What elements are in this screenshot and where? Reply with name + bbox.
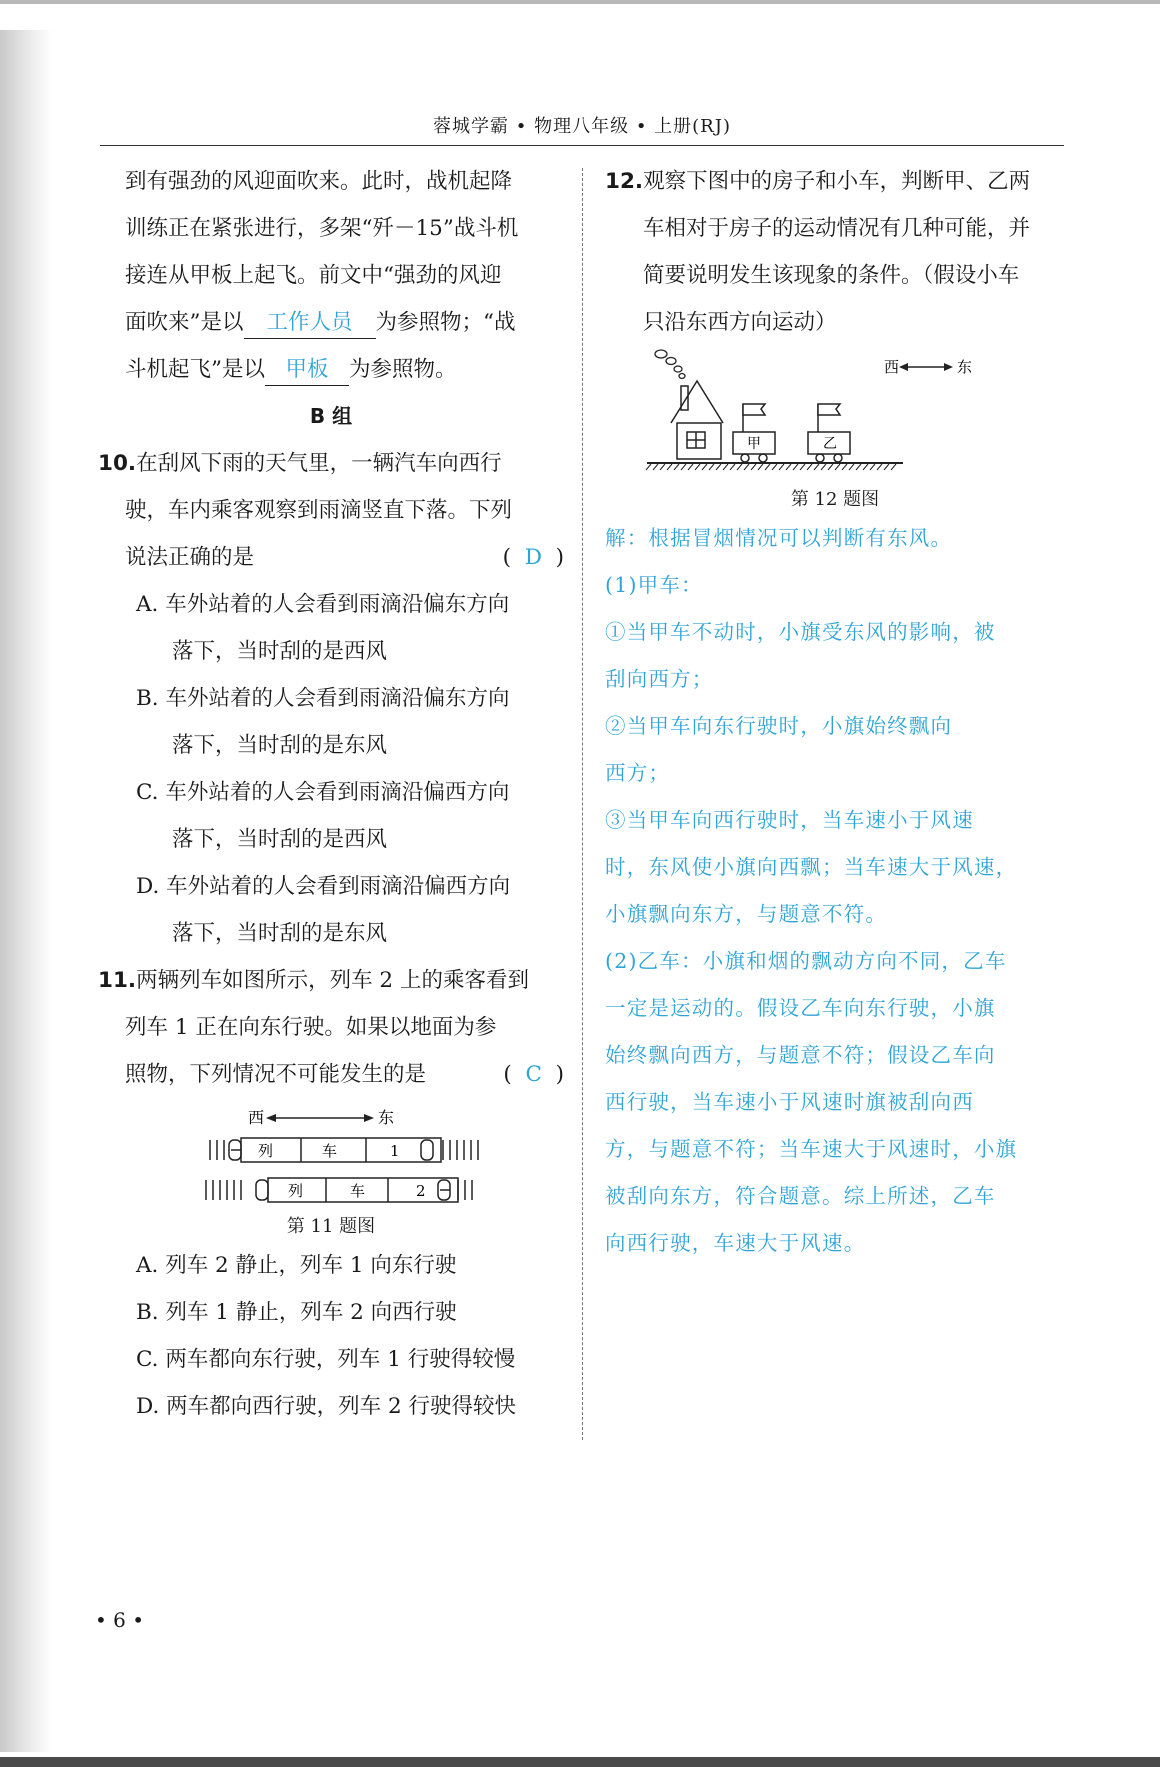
hatch-mark [702,464,707,470]
q9-line-2: 训练正在紧张进行，多架“歼－15”战斗机 [125,216,519,241]
q10-line-2: 驶，车内乘客观察到雨滴竖直下落。下列 [125,498,513,523]
house-icon [671,381,723,459]
q12-solution [605,515,1065,1267]
hatch-mark [793,464,798,470]
q10-text-1: 在刮风下雨的天气里，一辆汽车向西行 [136,451,502,476]
hatch-mark [765,464,770,470]
hatch-mark [716,464,721,470]
train-2-number: 2 [416,1182,426,1200]
direction-arrow-west-east [248,1108,394,1127]
car-a [733,404,775,462]
hatch-mark [779,464,784,470]
solution-line: ①当甲车不动时，小旗受东风的影响，被 [605,620,996,644]
q10-option-a-cont: 落下，当时刮的是西风 [172,639,388,664]
hatch-mark [751,464,756,470]
q10-line-3 [98,534,564,581]
paren-close: ) [555,1062,564,1087]
east-label: 东 [957,358,973,376]
figure-12-house-cars [605,346,1065,481]
train-2 [206,1178,472,1202]
q11-line-2: 列车 1 正在向东行驶。如果以地面为参 [125,1015,497,1040]
solution-line: 解：根据冒烟情况可以判断有东风。 [605,526,953,550]
hatch-mark [674,464,679,470]
hatch-mark [842,464,847,470]
train-1-char-2: 车 [322,1142,338,1160]
solution-line: 一定是运动的。假设乙车向东行驶，小旗 [605,996,996,1020]
q12-line-3: 简要说明发生该现象的条件。（假设小车 [643,263,1020,288]
q11-answer-paren [503,1051,564,1098]
hatch-mark [646,464,651,470]
hatch-mark [814,464,819,470]
q9-line-4-pre: 面吹来”是以 [125,310,244,335]
q11-answer: C [525,1062,542,1087]
q9-line-4-post: 为参照物；“战 [375,310,516,335]
hatch-mark [884,464,889,470]
hatch-mark [723,464,728,470]
figure-12-caption: 第 12 题图 [790,489,880,510]
q11-option-b: B. 列车 1 静止，列车 2 向西行驶 [136,1300,457,1325]
figure-11-caption: 第 11 题图 [286,1216,376,1237]
q10-answer: D [524,545,542,570]
hatch-mark [891,464,896,470]
hatch-mark [758,464,763,470]
q12-text-1: 观察下图中的房子和小车，判断甲、乙两 [643,169,1031,194]
train-1 [210,1138,478,1162]
hatch-mark [667,464,672,470]
q12-number: 12. [605,169,644,194]
q11-line-3 [98,1051,564,1098]
q12-line-4: 只沿东西方向运动） [643,310,837,335]
paren-close: ) [555,545,564,570]
solution-line: 始终飘向西方，与题意不符；假设乙车向 [605,1043,996,1067]
hatch-mark [821,464,826,470]
page-number: • 6 • [95,1608,145,1632]
solution-line: ②当甲车向东行驶时，小旗始终飘向 [605,714,953,738]
east-label: 东 [378,1108,395,1127]
hatch-mark [660,464,665,470]
q10-option-a: A. 车外站着的人会看到雨滴沿偏东方向 [136,592,510,617]
west-label: 西 [248,1108,265,1127]
bottom-edge-bar [0,1757,1160,1767]
header-rule [100,145,1064,146]
hatch-mark [730,464,735,470]
hatch-mark [737,464,742,470]
group-b-title: B 组 [309,404,353,428]
car-b [808,404,850,462]
q9-line-5-post: 为参照物。 [349,357,457,382]
hatch-mark [849,464,854,470]
hatch-mark [807,464,812,470]
hatch-mark [653,464,658,470]
smoke-icon [655,350,685,379]
column-divider [582,168,583,1440]
solution-line: (2)乙车：小旗和烟的飘动方向不同，乙车 [605,949,1007,973]
q10-option-d-cont: 落下，当时刮的是东风 [172,921,388,946]
paren-open: ( [503,1062,512,1087]
q12-line-2: 车相对于房子的运动情况有几种可能，并 [643,216,1031,241]
running-header: 蓉城学霸 • 物理八年级 • 上册(RJ) [433,116,731,137]
ground-hatch-marks [646,464,896,470]
q11-option-c: C. 两车都向东行驶，列车 1 行驶得较慢 [136,1347,516,1372]
answer-blank-2: 甲板 [265,355,349,386]
figure-11-trains [98,1098,564,1208]
west-label: 西 [884,358,900,376]
q9-line-4 [98,299,564,346]
car-b-label: 乙 [823,436,837,452]
q10-option-d: D. 车外站着的人会看到雨滴沿偏西方向 [136,874,511,899]
q9-line-1: 到有强劲的风迎面吹来。此时，战机起降 [125,169,513,194]
q10-option-b-cont: 落下，当时刮的是东风 [172,733,388,758]
hatch-mark [681,464,686,470]
hatch-mark [709,464,714,470]
q10-text-3: 说法正确的是 [125,545,255,570]
q10-option-c: C. 车外站着的人会看到雨滴沿偏西方向 [136,780,510,805]
left-column [98,158,564,1430]
q11-line-1 [98,957,564,1004]
q11-option-a: A. 列车 2 静止，列车 1 向东行驶 [136,1253,457,1278]
hatch-mark [828,464,833,470]
hatch-mark [870,464,875,470]
top-edge-bar [0,0,1160,4]
train-2-char-2: 车 [350,1182,366,1200]
solution-line: 小旗飘向东方，与题意不符。 [605,902,888,926]
q10-line-1 [98,440,564,487]
train-1-char-1: 列 [258,1142,274,1160]
hatch-mark [877,464,882,470]
hatch-mark [835,464,840,470]
solution-line: 被刮向东方，符合题意。综上所述，乙车 [605,1184,996,1208]
direction-arrow-west-east [884,358,972,376]
q10-option-c-cont: 落下，当时刮的是西风 [172,827,388,852]
hatch-mark [863,464,868,470]
car-a-label: 甲 [747,436,761,452]
q11-text-1: 两辆列车如图所示，列车 2 上的乘客看到 [136,968,529,993]
q12-line-1 [605,158,1065,205]
q10-answer-paren [503,534,564,581]
solution-line: 方，与题意不符；当车速大于风速时，小旗 [605,1137,1018,1161]
solution-line: (1)甲车： [605,573,703,597]
hatch-mark [695,464,700,470]
solution-line: 时，东风使小旗向西飘；当车速大于风速， [605,855,1018,879]
right-column [605,158,1065,1267]
hatch-mark [744,464,749,470]
q9-line-5-pre: 斗机起飞”是以 [125,357,265,382]
hatch-mark [688,464,693,470]
hatch-mark [800,464,805,470]
answer-blank-1: 工作人员 [244,308,376,339]
q10-option-b: B. 车外站着的人会看到雨滴沿偏东方向 [136,686,510,711]
q9-line-5 [98,346,564,393]
q11-text-3: 照物，下列情况不可能发生的是 [125,1062,427,1087]
hatch-mark [772,464,777,470]
q11-number: 11. [98,968,137,993]
hatch-mark [856,464,861,470]
page-edge-shadow [0,30,52,1752]
train-2-char-1: 列 [288,1182,304,1200]
solution-line: 西行驶，当车速小于风速时旗被刮向西 [605,1090,974,1114]
q10-number: 10. [98,451,137,476]
solution-line: ③当甲车向西行驶时，当车速小于风速 [605,808,974,832]
solution-line: 西方； [605,761,671,785]
hatch-mark [786,464,791,470]
solution-line: 向西行驶，车速大于风速。 [605,1231,866,1255]
paren-open: ( [502,545,512,570]
solution-line: 刮向西方； [605,667,714,691]
q11-option-d: D. 两车都向西行驶，列车 2 行驶得较快 [136,1394,516,1419]
train-1-number: 1 [390,1142,400,1160]
q9-line-3: 接连从甲板上起飞。前文中“强劲的风迎 [125,263,502,288]
